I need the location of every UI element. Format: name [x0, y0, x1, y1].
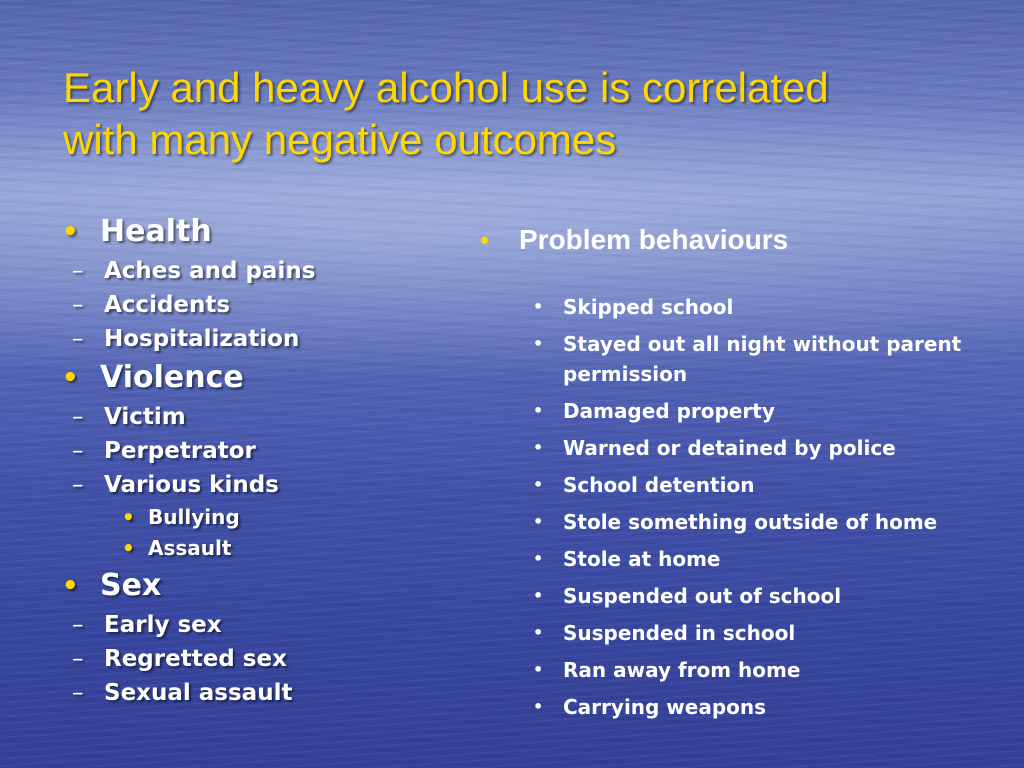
- small-bullet-icon: •: [533, 623, 544, 642]
- outcome-label: Sex: [100, 568, 162, 603]
- outcome-sex: [58, 564, 458, 608]
- outcome-subitem: [58, 468, 458, 502]
- list-item-label: Damaged property: [563, 399, 775, 423]
- subitem-label: Hospitalization: [104, 326, 300, 352]
- outcomes-column: [58, 210, 458, 710]
- outcome-subitem: [58, 322, 458, 356]
- small-bullet-icon: •: [533, 334, 544, 353]
- dash-marker: –: [72, 404, 84, 430]
- slide-title-line-1: Early and heavy alcohol use is correlated: [63, 64, 829, 111]
- round-bullet-icon: •: [122, 536, 135, 560]
- round-bullet-icon: •: [480, 225, 490, 255]
- list-item: [478, 655, 1008, 685]
- dash-marker: –: [72, 258, 84, 284]
- small-bullet-icon: •: [533, 401, 544, 420]
- problem-behaviours-column: [478, 218, 1008, 729]
- subitem-label: Accidents: [104, 292, 231, 318]
- small-bullet-icon: •: [533, 438, 544, 457]
- subsubitem-label: Bullying: [148, 505, 240, 529]
- dash-marker: –: [72, 646, 84, 672]
- list-item-label: Suspended out of school: [563, 584, 842, 608]
- small-bullet-icon: •: [533, 697, 544, 716]
- list-item-label: Ran away from home: [563, 658, 801, 682]
- list-item-label: Stayed out all night without parent permission: [563, 332, 962, 386]
- list-item-label: Stole something outside of home: [563, 510, 938, 534]
- dash-marker: –: [72, 472, 84, 498]
- outcome-subitem: [58, 254, 458, 288]
- round-bullet-icon: •: [62, 217, 79, 247]
- outcome-subitem: [58, 642, 458, 676]
- round-bullet-icon: •: [122, 505, 135, 529]
- outcome-label: Health: [100, 214, 212, 249]
- subitem-label: Early sex: [104, 612, 222, 638]
- small-bullet-icon: •: [533, 549, 544, 568]
- small-bullet-icon: •: [533, 586, 544, 605]
- list-item: [478, 581, 1008, 611]
- outcome-subitem: [58, 608, 458, 642]
- list-item: [478, 292, 1008, 322]
- round-bullet-icon: •: [62, 363, 79, 393]
- problem-behaviours-list: [478, 292, 1008, 722]
- subitem-label: Aches and pains: [104, 258, 316, 284]
- list-item-label: Suspended in school: [563, 621, 796, 645]
- list-item: [478, 507, 1008, 537]
- list-item-label: School detention: [563, 473, 755, 497]
- heading-label: Problem behaviours: [519, 224, 789, 255]
- list-item: [478, 618, 1008, 648]
- subsubitem-label: Assault: [148, 536, 232, 560]
- dash-marker: –: [72, 680, 84, 706]
- dash-marker: –: [72, 292, 84, 318]
- small-bullet-icon: •: [533, 660, 544, 679]
- slide-title-line-2: with many negative outcomes: [63, 116, 617, 163]
- outcomes-list: [58, 210, 458, 710]
- outcome-violence: [58, 356, 458, 400]
- list-item: [478, 396, 1008, 426]
- small-bullet-icon: •: [533, 475, 544, 494]
- outcome-subsubitem: [58, 502, 458, 533]
- outcome-health: [58, 210, 458, 254]
- dash-marker: –: [72, 326, 84, 352]
- list-item: [478, 544, 1008, 574]
- outcome-subitem: [58, 400, 458, 434]
- subitem-label: Perpetrator: [104, 438, 256, 464]
- list-item: [478, 692, 1008, 722]
- list-item-label: Warned or detained by police: [563, 436, 896, 460]
- slide-title: [63, 62, 963, 166]
- subitem-label: Victim: [104, 404, 186, 430]
- list-item: [478, 329, 1008, 389]
- outcome-subitem: [58, 676, 458, 710]
- list-item: [478, 470, 1008, 500]
- list-item: [478, 433, 1008, 463]
- outcome-subitem: [58, 434, 458, 468]
- problem-behaviours-heading: [478, 218, 1008, 262]
- subitem-label: Various kinds: [104, 472, 279, 498]
- subitem-label: Regretted sex: [104, 646, 287, 672]
- small-bullet-icon: •: [533, 297, 544, 316]
- outcome-subitem: [58, 288, 458, 322]
- list-item-label: Carrying weapons: [563, 695, 767, 719]
- outcome-label: Violence: [100, 360, 244, 395]
- subitem-label: Sexual assault: [104, 680, 293, 706]
- outcome-subsubitem: [58, 533, 458, 564]
- small-bullet-icon: •: [533, 512, 544, 531]
- list-item-label: Stole at home: [563, 547, 721, 571]
- list-item-label: Skipped school: [563, 295, 734, 319]
- dash-marker: –: [72, 438, 84, 464]
- round-bullet-icon: •: [62, 571, 79, 601]
- dash-marker: –: [72, 612, 84, 638]
